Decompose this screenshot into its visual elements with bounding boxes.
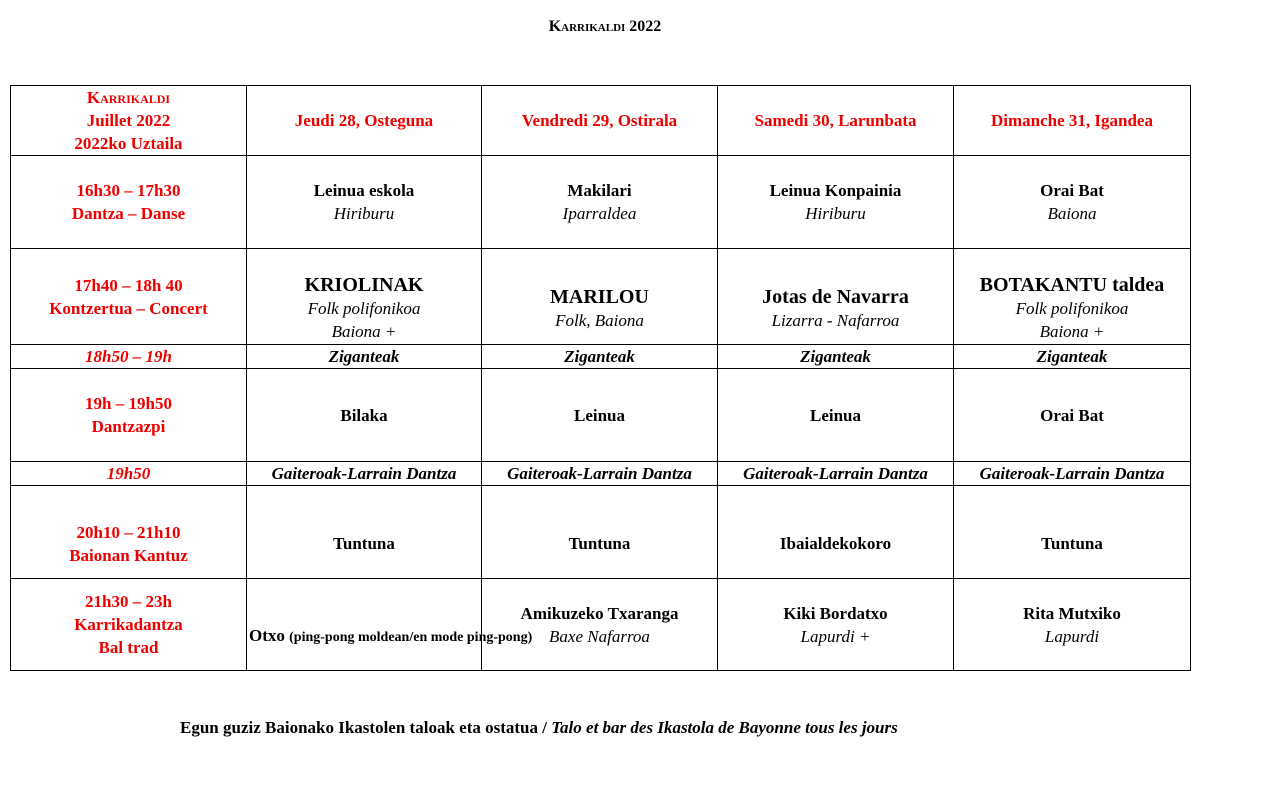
- performer-place: Hiriburu: [805, 204, 866, 223]
- performer-place: Hiriburu: [333, 204, 395, 223]
- time-range: 16h30 – 17h30: [76, 181, 181, 200]
- schedule-table: [10, 85, 1191, 671]
- event-cell: Gaiteroak-Larrain Dantza: [482, 462, 718, 486]
- event-cell: Ziganteak: [247, 345, 482, 369]
- event-cell: [718, 156, 954, 249]
- event-cell: Ziganteak: [954, 345, 1191, 369]
- performer-genre: Folk polifonikoa: [307, 299, 421, 318]
- slot-label: Karrikadantza: [74, 615, 183, 634]
- time-range: 20h10 – 21h10: [76, 522, 181, 542]
- time-cell: [11, 249, 247, 345]
- day-header-thursday: Jeudi 28, Osteguna: [247, 86, 482, 156]
- table-row: [11, 249, 1191, 345]
- event-cell: Leinua: [718, 369, 954, 462]
- performer-place: Baxe Nafarroa: [549, 626, 650, 646]
- event-cell: [954, 156, 1191, 249]
- event-cell: Gaiteroak-Larrain Dantza: [954, 462, 1191, 486]
- time-range: 19h – 19h50: [85, 394, 172, 413]
- event-cell: Tuntuna: [954, 486, 1191, 579]
- page-title-text: Karrikaldi 2022: [548, 18, 662, 35]
- event-cell: Orai Bat: [954, 369, 1191, 462]
- time-range: 19h50: [11, 462, 247, 486]
- performer-place: Lapurdi +: [800, 626, 871, 646]
- slot-label: Dantza – Danse: [71, 204, 186, 223]
- table-row: [11, 579, 1191, 671]
- event-cell: [482, 249, 718, 345]
- slot-label: Kontzertua – Concert: [49, 298, 208, 318]
- time-cell: [11, 156, 247, 249]
- table-row: [11, 156, 1191, 249]
- time-cell: [11, 486, 247, 579]
- performer-name: Leinua eskola: [313, 181, 415, 200]
- performer-place: Iparraldea: [562, 204, 637, 223]
- performer-name: Rita Mutxiko: [1023, 603, 1121, 623]
- performer-genre: Lizarra - Nafarroa: [771, 310, 900, 330]
- performer-genre: Folk, Baiona: [555, 310, 644, 330]
- performer-place: Lapurdi: [1044, 626, 1100, 646]
- event-cell: Ziganteak: [718, 345, 954, 369]
- header-row: [11, 86, 1191, 156]
- performer-name: Amikuzeko Txaranga: [520, 603, 679, 623]
- performer-place: Baiona +: [1039, 322, 1105, 341]
- corner-title: Karrikaldi: [86, 88, 171, 107]
- table-row: [11, 345, 1191, 369]
- page-title: [0, 18, 1210, 36]
- slot-label: Dantzazpi: [91, 417, 166, 436]
- event-cell: Gaiteroak-Larrain Dantza: [718, 462, 954, 486]
- event-cell: Leinua: [482, 369, 718, 462]
- time-range: 17h40 – 18h 40: [74, 275, 183, 295]
- event-cell: [247, 156, 482, 249]
- event-cell: Tuntuna: [482, 486, 718, 579]
- time-cell: [11, 579, 247, 671]
- day-header-friday: Vendredi 29, Ostirala: [482, 86, 718, 156]
- performer-place: Baiona: [1047, 204, 1097, 223]
- event-cell: [247, 249, 482, 345]
- slot-label: Baionan Kantuz: [69, 545, 188, 565]
- performer-name: Makilari: [567, 181, 632, 200]
- event-cell: [954, 249, 1191, 345]
- event-cell: [954, 579, 1191, 671]
- day-header-sunday: Dimanche 31, Igandea: [954, 86, 1191, 156]
- event-cell: Bilaka: [247, 369, 482, 462]
- footer-french: Talo et bar des Ikastola de Bayonne tous les jours: [551, 718, 898, 737]
- event-cell: Tuntuna: [247, 486, 482, 579]
- table-row: [11, 369, 1191, 462]
- performer-name: Orai Bat: [1040, 181, 1104, 200]
- corner-month-fr: Juillet 2022: [86, 111, 171, 130]
- performer-name: BOTAKANTU taldea: [979, 274, 1165, 296]
- slot-label-2: Bal trad: [98, 638, 159, 657]
- event-cell: [482, 156, 718, 249]
- performer-name: Otxo: [249, 626, 285, 645]
- time-cell: [11, 369, 247, 462]
- event-cell: [718, 249, 954, 345]
- day-header-saturday: Samedi 30, Larunbata: [718, 86, 954, 156]
- performer-name: Kiki Bordatxo: [783, 603, 888, 623]
- corner-month-eu: 2022ko Uztaila: [74, 134, 183, 153]
- time-range: 21h30 – 23h: [85, 592, 172, 611]
- performer-name: MARILOU: [550, 285, 649, 308]
- event-cell: [718, 579, 954, 671]
- performer-note: (ping-pong moldean/en mode ping-pong): [289, 630, 533, 645]
- event-cell: [482, 579, 718, 671]
- performer-place: Baiona +: [331, 322, 397, 341]
- event-cell: Ziganteak: [482, 345, 718, 369]
- table-row: [11, 486, 1191, 579]
- footer-note: [180, 718, 898, 738]
- event-cell: Gaiteroak-Larrain Dantza: [247, 462, 482, 486]
- performer-name: Jotas de Navarra: [762, 285, 909, 308]
- event-cell: [247, 579, 533, 671]
- table-row: [11, 462, 1191, 486]
- corner-cell: [11, 86, 247, 156]
- event-cell: Ibaialdekokoro: [718, 486, 954, 579]
- performer-name: KRIOLINAK: [304, 274, 424, 296]
- time-range: 18h50 – 19h: [11, 345, 247, 369]
- performer-genre: Folk polifonikoa: [1015, 299, 1129, 318]
- performer-name: Leinua Konpainia: [769, 181, 902, 200]
- footer-basque: Egun guziz Baionako Ikastolen taloak eta ostatua /: [180, 718, 552, 737]
